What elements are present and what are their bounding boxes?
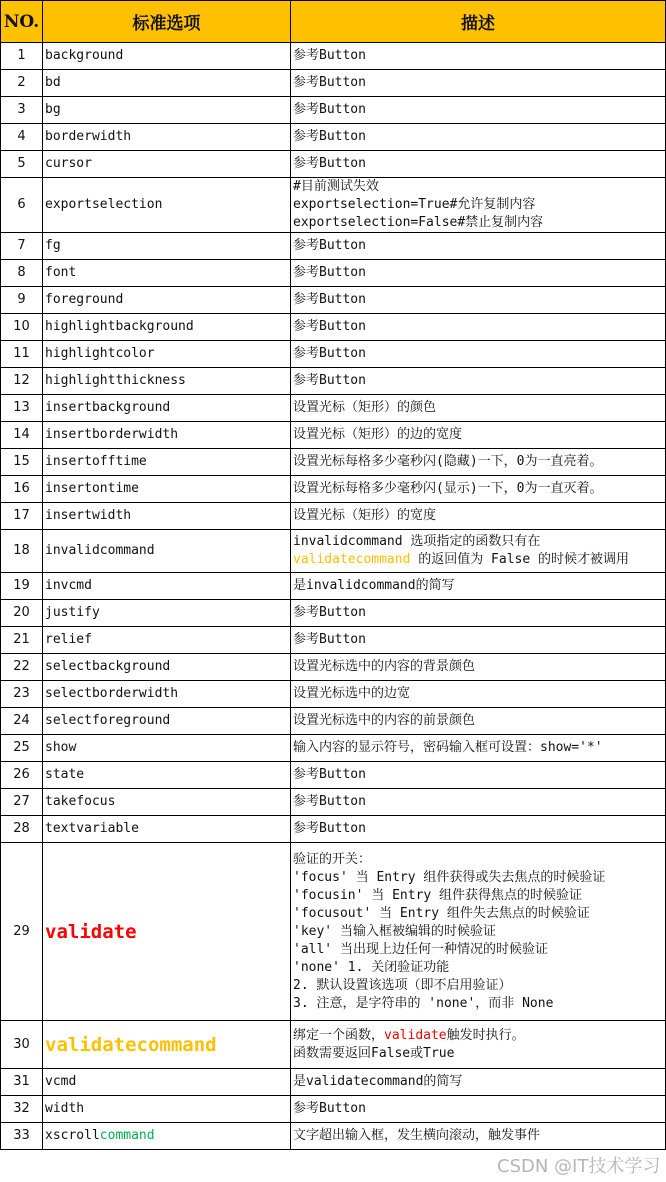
option-name: insertborderwidth — [43, 422, 291, 449]
option-name: bd — [43, 70, 291, 97]
table-row — [1, 573, 666, 600]
description-line: 'focusin' 当 Entry 组件获得焦点的时候验证 — [293, 887, 583, 903]
table-row — [1, 70, 666, 97]
option-name: fg — [43, 233, 291, 260]
description-line: 设置光标（矩形）的宽度 — [293, 508, 437, 523]
option-name: selectborderwidth — [43, 681, 291, 708]
option-description — [291, 1096, 666, 1123]
description-line: 参考Button — [293, 346, 366, 361]
option-description — [291, 233, 666, 260]
description-line: invalidcommand 选项指定的函数只有在 — [293, 534, 541, 549]
row-number: 4 — [1, 124, 43, 151]
row-number: 17 — [1, 503, 43, 530]
description-line: 设置光标每格多少毫秒闪(显示)一下，0为一直灭着。 — [293, 481, 603, 496]
table-row — [1, 816, 666, 843]
description-line: 设置光标（矩形）的颜色 — [293, 400, 437, 415]
row-number: 33 — [1, 1123, 43, 1150]
description-line: 'focus' 当 Entry 组件获得或失去焦点的时候验证 — [293, 869, 606, 885]
table-row — [1, 124, 666, 151]
option-description — [291, 530, 666, 573]
description-line: #目前测试失效 — [293, 179, 379, 194]
option-description — [291, 70, 666, 97]
row-number: 1 — [1, 43, 43, 70]
description-part: 绑定一个函数， — [293, 1027, 385, 1043]
description-line: exportselection=False#禁止复制内容 — [293, 215, 544, 230]
table-row — [1, 627, 666, 654]
table-row — [1, 530, 666, 573]
option-name: invalidcommand — [43, 530, 291, 573]
option-name: selectbackground — [43, 654, 291, 681]
option-name: foreground — [43, 287, 291, 314]
option-name: bg — [43, 97, 291, 124]
description-line: 设置光标选中的边宽 — [293, 686, 411, 701]
row-number: 10 — [1, 314, 43, 341]
description-part: validate — [384, 1027, 447, 1043]
option-name: textvariable — [43, 816, 291, 843]
option-name: exportselection — [43, 178, 291, 233]
option-name: selectforeground — [43, 708, 291, 735]
row-number: 23 — [1, 681, 43, 708]
table-row — [1, 178, 666, 233]
option-name: justify — [43, 600, 291, 627]
option-description — [291, 1069, 666, 1096]
description-line: 参考Button — [293, 265, 366, 280]
option-description — [291, 1123, 666, 1150]
description-line — [293, 1027, 663, 1045]
table-row — [1, 789, 666, 816]
description-line: 参考Button — [293, 129, 366, 144]
option-description — [291, 368, 666, 395]
table-row — [1, 43, 666, 70]
row-number: 20 — [1, 600, 43, 627]
option-name: width — [43, 1096, 291, 1123]
description-line: 是validatecommand的简写 — [293, 1074, 463, 1089]
option-description — [291, 260, 666, 287]
option-description — [291, 681, 666, 708]
row-number: 11 — [1, 341, 43, 368]
option-name: background — [43, 43, 291, 70]
table-row — [1, 314, 666, 341]
description-line: exportselection=True#允许复制内容 — [293, 197, 536, 212]
table-row — [1, 233, 666, 260]
table-row — [1, 341, 666, 368]
table-row — [1, 1069, 666, 1096]
table-row — [1, 735, 666, 762]
option-name: cursor — [43, 151, 291, 178]
description-line: 参考Button — [293, 605, 366, 620]
option-name: state — [43, 762, 291, 789]
description-line: 验证的开关： — [293, 851, 372, 867]
table-row — [1, 708, 666, 735]
row-number: 29 — [1, 843, 43, 1021]
row-number: 19 — [1, 573, 43, 600]
description-line: 参考Button — [293, 238, 366, 253]
table-body — [1, 43, 666, 1150]
row-number: 31 — [1, 1069, 43, 1096]
description-line: 参考Button — [293, 48, 366, 63]
option-name: font — [43, 260, 291, 287]
table-row — [1, 600, 666, 627]
description-line: 设置光标选中的内容的背景颜色 — [293, 659, 476, 674]
row-number: 8 — [1, 260, 43, 287]
description-line: 3. 注意，是字符串的 'none'，而非 None — [293, 995, 554, 1011]
table-row — [1, 449, 666, 476]
row-number: 9 — [1, 287, 43, 314]
table-row — [1, 681, 666, 708]
row-number: 30 — [1, 1021, 43, 1069]
option-name: takefocus — [43, 789, 291, 816]
description-line: 参考Button — [293, 102, 366, 117]
option-name: vcmd — [43, 1069, 291, 1096]
option-description — [291, 735, 666, 762]
description-line: 参考Button — [293, 75, 366, 90]
option-name — [43, 843, 291, 1021]
option-description — [291, 708, 666, 735]
description-line: 参考Button — [293, 821, 366, 836]
table-row — [1, 260, 666, 287]
description-line: 'focusout' 当 Entry 组件失去焦点的时候验证 — [293, 905, 590, 921]
option-name: show — [43, 735, 291, 762]
row-number: 7 — [1, 233, 43, 260]
row-number: 25 — [1, 735, 43, 762]
description-line: 参考Button — [293, 767, 366, 782]
row-number: 13 — [1, 395, 43, 422]
description-part: 触发时执行。 — [446, 1027, 525, 1043]
option-description — [291, 816, 666, 843]
table-row — [1, 843, 666, 1021]
row-number: 6 — [1, 178, 43, 233]
option-description — [291, 151, 666, 178]
row-number: 5 — [1, 151, 43, 178]
option-name: borderwidth — [43, 124, 291, 151]
table-row — [1, 368, 666, 395]
option-name: highlightbackground — [43, 314, 291, 341]
row-number: 12 — [1, 368, 43, 395]
option-description — [291, 341, 666, 368]
option-description — [291, 314, 666, 341]
table-row — [1, 476, 666, 503]
description-line: 参考Button — [293, 1101, 366, 1116]
header-row — [1, 1, 666, 43]
table-row — [1, 395, 666, 422]
table-row — [1, 1096, 666, 1123]
option-description — [291, 178, 666, 233]
option-name: insertofftime — [43, 449, 291, 476]
table-row — [1, 97, 666, 124]
table-row — [1, 654, 666, 681]
description-line — [293, 551, 663, 569]
option-description — [291, 627, 666, 654]
option-name — [43, 1123, 291, 1150]
description-line: 参考Button — [293, 632, 366, 647]
option-description — [291, 503, 666, 530]
row-number: 14 — [1, 422, 43, 449]
row-number: 32 — [1, 1096, 43, 1123]
description-line: 输入内容的显示符号，密码输入框可设置：show='*' — [293, 740, 603, 755]
description-line: 参考Button — [293, 156, 366, 171]
description-part: 的返回值为 False 的时候才被调用 — [410, 552, 630, 567]
option-name-part: validatecommand — [45, 1033, 217, 1056]
row-number: 15 — [1, 449, 43, 476]
option-name: highlightcolor — [43, 341, 291, 368]
table-row — [1, 1021, 666, 1069]
description-line: 'key' 当输入框被编辑的时候验证 — [293, 923, 496, 939]
table-row — [1, 287, 666, 314]
option-description — [291, 124, 666, 151]
option-name: insertontime — [43, 476, 291, 503]
option-description — [291, 395, 666, 422]
header-option: 标准选项 — [43, 1, 291, 43]
option-description — [291, 789, 666, 816]
row-number: 27 — [1, 789, 43, 816]
option-name: highlightthickness — [43, 368, 291, 395]
option-description — [291, 476, 666, 503]
table-row — [1, 151, 666, 178]
description-line: 设置光标（矩形）的边的宽度 — [293, 427, 463, 442]
option-name: insertbackground — [43, 395, 291, 422]
row-number: 22 — [1, 654, 43, 681]
option-name-part: command — [99, 1128, 155, 1143]
option-description — [291, 422, 666, 449]
option-name: relief — [43, 627, 291, 654]
description-line: 设置光标选中的内容的前景颜色 — [293, 713, 476, 728]
option-name: insertwidth — [43, 503, 291, 530]
option-description — [291, 600, 666, 627]
table-row — [1, 762, 666, 789]
table-row — [1, 1123, 666, 1150]
option-name-part: validate — [45, 920, 137, 943]
option-description — [291, 573, 666, 600]
description-line: 参考Button — [293, 373, 366, 388]
row-number: 28 — [1, 816, 43, 843]
option-description — [291, 762, 666, 789]
description-line: 文字超出输入框，发生横向滚动，触发事件 — [293, 1128, 541, 1143]
description-line: 设置光标每格多少毫秒闪(隐藏)一下，0为一直亮着。 — [293, 454, 603, 469]
header-no: NO. — [1, 1, 43, 43]
row-number: 16 — [1, 476, 43, 503]
watermark: CSDN @IT技术学习 — [497, 1156, 661, 1177]
description-line: 是invalidcommand的简写 — [293, 578, 455, 593]
table-row — [1, 503, 666, 530]
option-description — [291, 43, 666, 70]
description-line: 'all' 当出现上边任何一种情况的时候验证 — [293, 941, 548, 957]
option-description — [291, 1021, 666, 1069]
description-line: 函数需要返回False或True — [293, 1045, 455, 1061]
row-number: 26 — [1, 762, 43, 789]
option-name: invcmd — [43, 573, 291, 600]
option-name — [43, 1021, 291, 1069]
option-description — [291, 287, 666, 314]
description-line: 2. 默认设置该选项（即不启用验证） — [293, 977, 512, 993]
option-description — [291, 654, 666, 681]
option-description — [291, 97, 666, 124]
option-description — [291, 843, 666, 1021]
description-line: 参考Button — [293, 292, 366, 307]
description-line: 参考Button — [293, 319, 366, 334]
option-description — [291, 449, 666, 476]
description-line: 参考Button — [293, 794, 366, 809]
row-number: 18 — [1, 530, 43, 573]
header-desc: 描述 — [291, 1, 666, 43]
description-part: validatecommand — [293, 552, 411, 567]
table-row — [1, 422, 666, 449]
row-number: 24 — [1, 708, 43, 735]
option-name-part: xscroll — [45, 1128, 100, 1143]
description-line: 'none' 1. 关闭验证功能 — [293, 959, 450, 975]
row-number: 2 — [1, 70, 43, 97]
row-number: 21 — [1, 627, 43, 654]
row-number: 3 — [1, 97, 43, 124]
